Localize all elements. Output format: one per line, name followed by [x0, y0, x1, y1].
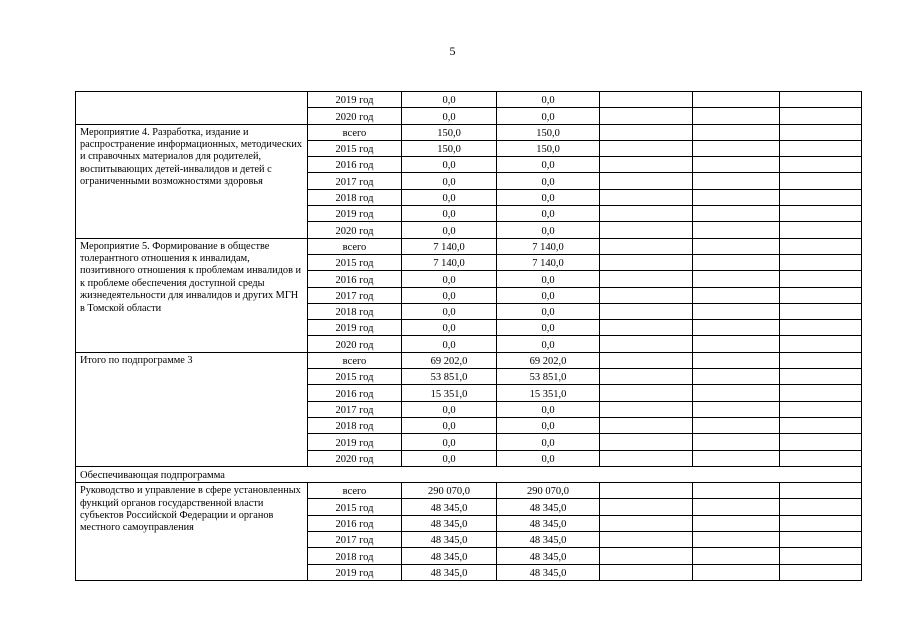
empty-cell — [693, 499, 780, 515]
regional-budget-cell: 48 345,0 — [497, 515, 600, 531]
activity-name: Мероприятие 5. Формирование в обществе толерантного отношения к инвалидам, позитивного отношения к проблемам инвалидов и к проблеме обеспечения доступной среды жизнедеятельности для инвалидов и других МГН в Томской области — [76, 238, 308, 352]
empty-cell — [600, 352, 693, 368]
empty-cell — [600, 287, 693, 303]
empty-cell — [780, 92, 862, 108]
regional-budget-cell: 0,0 — [497, 417, 600, 433]
regional-budget-cell: 7 140,0 — [497, 254, 600, 270]
empty-cell — [693, 140, 780, 156]
total-funding-cell: 0,0 — [402, 157, 497, 173]
period-cell: 2018 год — [308, 189, 402, 205]
table-row — [76, 238, 862, 254]
empty-cell — [600, 206, 693, 222]
empty-cell — [780, 483, 862, 499]
empty-cell — [600, 548, 693, 564]
empty-cell — [693, 548, 780, 564]
empty-cell — [780, 320, 862, 336]
empty-cell — [600, 173, 693, 189]
empty-cell — [693, 238, 780, 254]
regional-budget-cell: 15 351,0 — [497, 385, 600, 401]
activity-name: Итого по подпрограмме 3 — [76, 352, 308, 466]
total-funding-cell: 0,0 — [402, 336, 497, 352]
regional-budget-cell: 48 345,0 — [497, 564, 600, 580]
empty-cell — [780, 450, 862, 466]
empty-cell — [780, 336, 862, 352]
regional-budget-cell: 0,0 — [497, 336, 600, 352]
regional-budget-cell: 0,0 — [497, 157, 600, 173]
empty-cell — [600, 238, 693, 254]
regional-budget-cell: 150,0 — [497, 140, 600, 156]
total-funding-cell: 0,0 — [402, 173, 497, 189]
total-funding-cell: 0,0 — [402, 92, 497, 108]
regional-budget-cell: 0,0 — [497, 434, 600, 450]
total-funding-cell: 48 345,0 — [402, 515, 497, 531]
total-funding-cell: 0,0 — [402, 189, 497, 205]
period-cell: всего — [308, 238, 402, 254]
table-row — [76, 483, 862, 499]
empty-cell — [693, 320, 780, 336]
regional-budget-cell: 48 345,0 — [497, 499, 600, 515]
empty-cell — [600, 271, 693, 287]
regional-budget-cell: 53 851,0 — [497, 369, 600, 385]
regional-budget-cell: 7 140,0 — [497, 238, 600, 254]
period-cell: 2020 год — [308, 108, 402, 124]
empty-cell — [780, 157, 862, 173]
total-funding-cell: 53 851,0 — [402, 369, 497, 385]
empty-cell — [600, 434, 693, 450]
empty-cell — [693, 450, 780, 466]
period-cell: всего — [308, 352, 402, 368]
empty-cell — [600, 369, 693, 385]
total-funding-cell: 48 345,0 — [402, 548, 497, 564]
period-cell: всего — [308, 124, 402, 140]
section-row — [76, 466, 862, 482]
total-funding-cell: 0,0 — [402, 271, 497, 287]
total-funding-cell: 0,0 — [402, 108, 497, 124]
regional-budget-cell: 48 345,0 — [497, 532, 600, 548]
table-row — [76, 352, 862, 368]
empty-cell — [693, 515, 780, 531]
empty-cell — [780, 303, 862, 319]
empty-cell — [600, 401, 693, 417]
empty-cell — [780, 515, 862, 531]
period-cell: 2019 год — [308, 434, 402, 450]
empty-cell — [600, 564, 693, 580]
empty-cell — [693, 157, 780, 173]
budget-table — [75, 91, 862, 581]
table-row — [76, 92, 862, 108]
empty-cell — [693, 271, 780, 287]
period-cell: 2019 год — [308, 320, 402, 336]
empty-cell — [693, 336, 780, 352]
total-funding-cell: 0,0 — [402, 401, 497, 417]
empty-cell — [780, 254, 862, 270]
period-cell: 2017 год — [308, 173, 402, 189]
total-funding-cell: 15 351,0 — [402, 385, 497, 401]
empty-cell — [780, 189, 862, 205]
empty-cell — [780, 173, 862, 189]
total-funding-cell: 290 070,0 — [402, 483, 497, 499]
empty-cell — [780, 417, 862, 433]
empty-cell — [780, 140, 862, 156]
period-cell: 2016 год — [308, 515, 402, 531]
regional-budget-cell: 0,0 — [497, 287, 600, 303]
empty-cell — [780, 222, 862, 238]
empty-cell — [693, 434, 780, 450]
activity-name: Руководство и управление в сфере установленных функций органов государственной власти субъектов Российской Федерации и органов местного самоуправления — [76, 483, 308, 581]
regional-budget-cell: 0,0 — [497, 450, 600, 466]
empty-cell — [693, 303, 780, 319]
period-cell: 2015 год — [308, 499, 402, 515]
total-funding-cell: 0,0 — [402, 320, 497, 336]
regional-budget-cell: 290 070,0 — [497, 483, 600, 499]
total-funding-cell: 48 345,0 — [402, 532, 497, 548]
empty-cell — [600, 157, 693, 173]
empty-cell — [780, 271, 862, 287]
total-funding-cell: 48 345,0 — [402, 564, 497, 580]
empty-cell — [780, 108, 862, 124]
activity-name — [76, 92, 308, 125]
period-cell: 2015 год — [308, 140, 402, 156]
empty-cell — [780, 238, 862, 254]
total-funding-cell: 0,0 — [402, 287, 497, 303]
period-cell: 2015 год — [308, 369, 402, 385]
total-funding-cell: 0,0 — [402, 222, 497, 238]
empty-cell — [600, 483, 693, 499]
empty-cell — [693, 92, 780, 108]
regional-budget-cell: 0,0 — [497, 189, 600, 205]
period-cell: 2020 год — [308, 222, 402, 238]
regional-budget-cell: 0,0 — [497, 92, 600, 108]
empty-cell — [693, 124, 780, 140]
empty-cell — [693, 369, 780, 385]
empty-cell — [780, 532, 862, 548]
total-funding-cell: 48 345,0 — [402, 499, 497, 515]
period-cell: 2019 год — [308, 92, 402, 108]
total-funding-cell: 150,0 — [402, 140, 497, 156]
empty-cell — [780, 385, 862, 401]
total-funding-cell: 0,0 — [402, 206, 497, 222]
empty-cell — [780, 352, 862, 368]
regional-budget-cell: 0,0 — [497, 222, 600, 238]
empty-cell — [693, 254, 780, 270]
total-funding-cell: 150,0 — [402, 124, 497, 140]
empty-cell — [600, 515, 693, 531]
total-funding-cell: 0,0 — [402, 450, 497, 466]
regional-budget-cell: 0,0 — [497, 320, 600, 336]
regional-budget-cell: 0,0 — [497, 173, 600, 189]
empty-cell — [693, 189, 780, 205]
empty-cell — [693, 222, 780, 238]
empty-cell — [600, 108, 693, 124]
total-funding-cell: 0,0 — [402, 417, 497, 433]
total-funding-cell: 0,0 — [402, 434, 497, 450]
empty-cell — [780, 206, 862, 222]
regional-budget-cell: 0,0 — [497, 303, 600, 319]
regional-budget-cell: 150,0 — [497, 124, 600, 140]
period-cell: 2020 год — [308, 336, 402, 352]
period-cell: 2019 год — [308, 564, 402, 580]
regional-budget-cell: 69 202,0 — [497, 352, 600, 368]
empty-cell — [780, 287, 862, 303]
period-cell: 2020 год — [308, 450, 402, 466]
empty-cell — [693, 532, 780, 548]
empty-cell — [600, 140, 693, 156]
empty-cell — [600, 336, 693, 352]
empty-cell — [600, 450, 693, 466]
period-cell: всего — [308, 483, 402, 499]
period-cell: 2016 год — [308, 385, 402, 401]
empty-cell — [600, 499, 693, 515]
empty-cell — [600, 222, 693, 238]
period-cell: 2017 год — [308, 287, 402, 303]
empty-cell — [780, 434, 862, 450]
table-row — [76, 124, 862, 140]
empty-cell — [600, 189, 693, 205]
empty-cell — [693, 385, 780, 401]
period-cell: 2016 год — [308, 271, 402, 287]
empty-cell — [693, 401, 780, 417]
regional-budget-cell: 0,0 — [497, 108, 600, 124]
empty-cell — [693, 483, 780, 499]
regional-budget-cell: 0,0 — [497, 401, 600, 417]
period-cell: 2015 год — [308, 254, 402, 270]
empty-cell — [693, 287, 780, 303]
period-cell: 2016 год — [308, 157, 402, 173]
section-title: Обеспечивающая подпрограмма — [76, 466, 862, 482]
period-cell: 2019 год — [308, 206, 402, 222]
empty-cell — [780, 369, 862, 385]
period-cell: 2018 год — [308, 303, 402, 319]
empty-cell — [600, 417, 693, 433]
total-funding-cell: 7 140,0 — [402, 238, 497, 254]
empty-cell — [780, 564, 862, 580]
empty-cell — [600, 532, 693, 548]
period-cell: 2018 год — [308, 417, 402, 433]
regional-budget-cell: 0,0 — [497, 271, 600, 287]
regional-budget-cell: 48 345,0 — [497, 548, 600, 564]
empty-cell — [693, 417, 780, 433]
empty-cell — [780, 401, 862, 417]
empty-cell — [780, 548, 862, 564]
period-cell: 2017 год — [308, 532, 402, 548]
period-cell: 2017 год — [308, 401, 402, 417]
activity-name: Мероприятие 4. Разработка, издание и распространение информационных, методических и справочных материалов для родителей, воспитывающих детей-инвалидов и детей с ограниченными возможностями здоровья — [76, 124, 308, 238]
empty-cell — [693, 108, 780, 124]
empty-cell — [600, 320, 693, 336]
empty-cell — [600, 92, 693, 108]
empty-cell — [693, 173, 780, 189]
period-cell: 2018 год — [308, 548, 402, 564]
page-number: 5 — [449, 44, 456, 58]
total-funding-cell: 7 140,0 — [402, 254, 497, 270]
empty-cell — [600, 385, 693, 401]
empty-cell — [780, 124, 862, 140]
empty-cell — [693, 564, 780, 580]
empty-cell — [780, 499, 862, 515]
empty-cell — [600, 254, 693, 270]
empty-cell — [693, 206, 780, 222]
total-funding-cell: 69 202,0 — [402, 352, 497, 368]
total-funding-cell: 0,0 — [402, 303, 497, 319]
empty-cell — [600, 303, 693, 319]
empty-cell — [600, 124, 693, 140]
regional-budget-cell: 0,0 — [497, 206, 600, 222]
empty-cell — [693, 352, 780, 368]
